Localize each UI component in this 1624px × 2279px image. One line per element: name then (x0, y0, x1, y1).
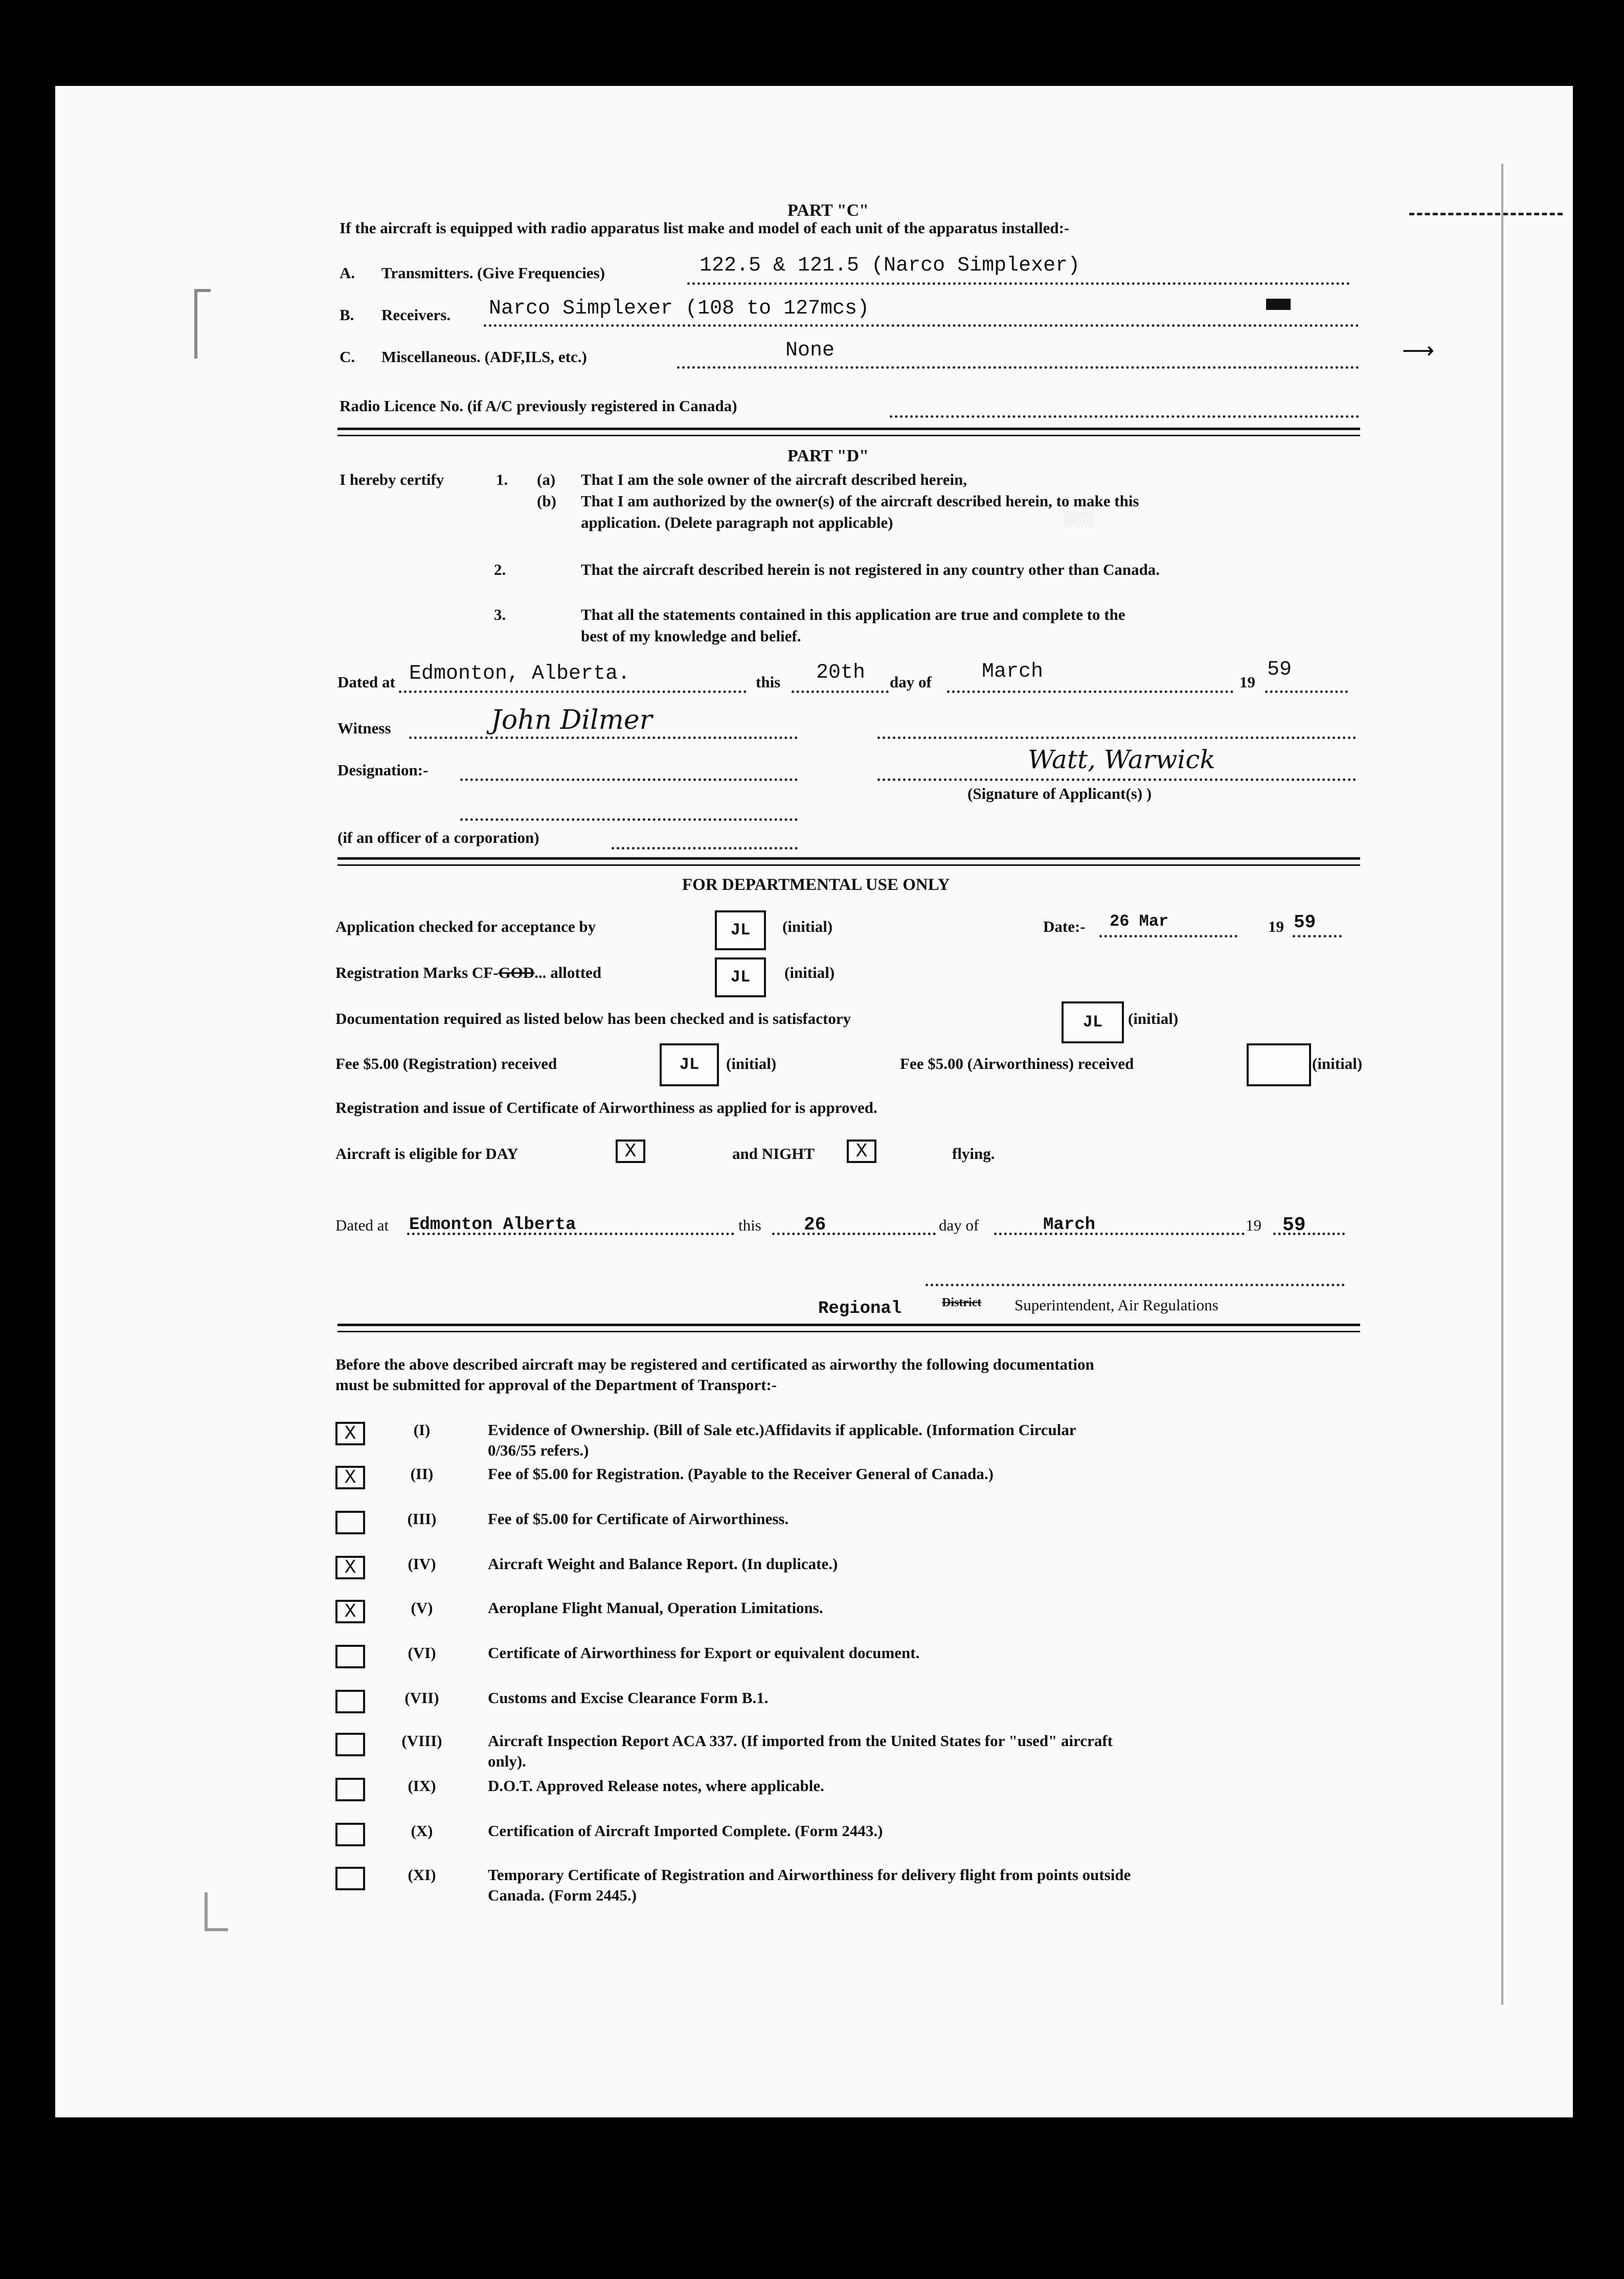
receivers-letter: B. (340, 306, 354, 324)
document-checkbox[interactable] (335, 1511, 365, 1534)
document-checkbox[interactable] (335, 1733, 365, 1756)
document-number: (XI) (408, 1866, 436, 1884)
dept-day[interactable]: 26 (804, 1214, 826, 1235)
document-number: (III) (407, 1510, 437, 1528)
part-c-rule (337, 428, 1360, 430)
applicant-signature-caption: (Signature of Applicant(s) ) (967, 785, 1152, 802)
day-line (792, 690, 889, 693)
this-label: this (756, 673, 781, 691)
transmitters-line (687, 282, 1350, 285)
checked-label: Application checked for acceptance by (335, 918, 596, 935)
departmental-heading: FOR DEPARTMENTAL USE ONLY (682, 876, 950, 894)
marks-initial-caption: (initial) (784, 964, 835, 981)
date-value[interactable]: 26 Mar (1110, 912, 1169, 931)
misc-letter: C. (340, 348, 355, 366)
marks-initial-box[interactable] (715, 957, 766, 997)
receivers-value[interactable]: Narco Simplexer (108 to 127mcs) (489, 297, 870, 320)
part-c-heading: PART "C" (787, 201, 869, 220)
misc-line (677, 366, 1359, 369)
designation-line[interactable] (460, 778, 798, 781)
marks-label-start: Registration Marks CF- (335, 964, 499, 981)
document-text: Temporary Certificate of Registration and Airworthiness for delivery flight from points outside (488, 1866, 1131, 1884)
fee-registration-initial: JL (679, 1055, 700, 1074)
receivers-label: Receivers. (381, 306, 451, 324)
marks-initial: JL (730, 968, 751, 987)
radio-licence-line[interactable] (890, 415, 1359, 418)
document-checkbox[interactable] (335, 1600, 365, 1623)
dated-at-place[interactable]: Edmonton, Alberta. (409, 662, 630, 685)
document-text: Evidence of Ownership. (Bill of Sale etc.)Affidavits if applicable. (Information Circular (488, 1421, 1076, 1439)
corner-bracket-mark (194, 289, 211, 359)
document-checkbox[interactable] (335, 1867, 365, 1890)
clause-3-text: That all the statements contained in this application are true and complete to the (581, 606, 1125, 623)
dept-year[interactable]: 59 (1282, 1214, 1306, 1236)
margin-mark-dashes (1409, 213, 1563, 215)
witness-signature[interactable]: John Dilmer (491, 705, 652, 735)
document-checkbox[interactable] (335, 1778, 365, 1801)
document-number: (IX) (408, 1777, 436, 1795)
date-year-line (1293, 935, 1342, 937)
superintendent-label: Superintendent, Air Regulations (1014, 1296, 1219, 1314)
documentation-initial: JL (1082, 1013, 1103, 1032)
marks-label-end: allotted (550, 964, 602, 981)
witness-line (409, 736, 798, 739)
dept-year-line (1273, 1233, 1345, 1235)
clause-2-number: 2. (494, 561, 506, 578)
regional-label: Regional (818, 1299, 902, 1319)
redaction-mark (1266, 299, 1291, 310)
document-number: (IV) (408, 1555, 436, 1573)
month-value[interactable]: March (982, 660, 1044, 683)
transmitters-letter: A. (340, 264, 355, 282)
officer-label: (if an officer of a corporation) (337, 829, 539, 846)
applicant-line-1 (877, 736, 1356, 739)
departmental-rule (337, 1324, 1360, 1326)
page-edge-line (1501, 164, 1503, 2005)
document-text-cont: 0/36/55 refers.) (488, 1441, 589, 1459)
document-number: (VI) (408, 1644, 436, 1662)
document-text: Fee of $5.00 for Registration. (Payable to the Receiver General of Canada.) (488, 1465, 994, 1483)
year-value[interactable]: 59 (1267, 658, 1292, 681)
document-number: (VII) (404, 1689, 439, 1707)
document-checkbox[interactable] (335, 1645, 365, 1668)
clause-1b-text: That I am authorized by the owner(s) of the aircraft described herein, to make this (581, 492, 1139, 510)
part-d-rule (337, 857, 1360, 860)
radio-licence-label: Radio Licence No. (if A/C previously registered in Canada) (340, 397, 737, 415)
fee-airworthiness-caption: (initial) (1312, 1055, 1363, 1073)
night-label: and NIGHT (732, 1145, 815, 1163)
document-checkbox[interactable] (335, 1823, 365, 1846)
designation-label: Designation:- (337, 761, 428, 779)
superintendent-signature-line[interactable] (926, 1284, 1345, 1286)
corner-bracket-mark (205, 1892, 228, 1931)
year-prefix: 19 (1239, 673, 1255, 691)
fee-airworthiness-label: Fee $5.00 (Airworthiness) received (900, 1055, 1134, 1073)
clause-1b-letter: (b) (537, 492, 556, 510)
document-text: Aeroplane Flight Manual, Operation Limitations. (488, 1599, 823, 1617)
officer-line-1 (460, 818, 798, 821)
docs-intro: Before the above described aircraft may be registered and certificated as airworthy the following documentation (335, 1355, 1094, 1373)
document-text: Certificate of Airworthiness for Export or equivalent document. (488, 1644, 920, 1662)
misc-value[interactable]: None (785, 339, 835, 362)
document-checkbox[interactable] (335, 1556, 365, 1579)
year-line (1265, 690, 1348, 693)
arrow-mark-icon: ⟶ (1402, 338, 1435, 364)
month-line (947, 690, 1233, 693)
part-c-intro: If the aircraft is equipped with radio apparatus list make and model of each unit of the apparatus installed:- (340, 219, 1070, 237)
clause-1-number: 1. (496, 471, 508, 488)
officer-line-2[interactable] (612, 847, 798, 850)
night-checkbox[interactable] (847, 1140, 876, 1163)
marks-value[interactable]: GOD (498, 964, 535, 981)
clause-1a-letter: (a) (537, 471, 556, 488)
approved-label: Registration and issue of Certificate of Airworthiness as applied for is approved. (335, 1099, 877, 1116)
document-check-mark: X (344, 1423, 356, 1445)
applicant-signature[interactable]: Watt, Warwick (1028, 745, 1215, 774)
date-label: Date:- (1043, 918, 1086, 935)
marks-sep: ... (534, 964, 551, 981)
dept-day-line (772, 1233, 936, 1235)
day-checkbox[interactable] (616, 1140, 645, 1163)
document-text: Aircraft Weight and Balance Report. (In duplicate.) (488, 1555, 838, 1573)
document-text-cont: Canada. (Form 2445.) (488, 1886, 637, 1904)
date-line (1099, 935, 1237, 937)
misc-label: Miscellaneous. (ADF,ILS, etc.) (381, 348, 587, 366)
document-text: Aircraft Inspection Report ACA 337. (If imported from the United States for "used" aircraft (488, 1732, 1113, 1750)
documentation-initial-box[interactable] (1062, 1001, 1124, 1043)
district-label: District (942, 1296, 982, 1309)
document-checkbox[interactable] (335, 1690, 365, 1713)
fee-airworthiness-initial-box[interactable] (1247, 1043, 1311, 1086)
bleed-through: ░░░ (1064, 511, 1094, 527)
document-check-mark: X (344, 1467, 356, 1489)
dept-place[interactable]: Edmonton Alberta (409, 1215, 576, 1235)
documentation-label: Documentation required as listed below has been checked and is satisfactory (335, 1010, 851, 1027)
clause-2-text: That the aircraft described herein is not registered in any country other than Canada. (581, 561, 1160, 578)
witness-label: Witness (337, 719, 391, 737)
clause-3-number: 3. (494, 606, 506, 623)
dept-year-prefix: 19 (1246, 1216, 1261, 1234)
part-d-heading: PART "D" (787, 446, 869, 465)
document-check-mark: X (344, 1557, 356, 1579)
document-number: (I) (413, 1421, 431, 1439)
dept-month[interactable]: March (1043, 1215, 1096, 1235)
dated-at-label: Dated at (337, 673, 395, 691)
receivers-line (484, 324, 1359, 327)
document-text: Certification of Aircraft Imported Complete. (Form 2443.) (488, 1822, 883, 1840)
document-checkbox[interactable] (335, 1422, 365, 1445)
docs-intro-cont: must be submitted for approval of the Department of Transport:- (335, 1376, 777, 1394)
certify-label: I hereby certify (340, 471, 444, 488)
checked-initial: JL (730, 921, 751, 940)
flying-label: flying. (952, 1145, 995, 1163)
fee-registration-caption: (initial) (726, 1055, 777, 1073)
document-text: Customs and Excise Clearance Form B.1. (488, 1689, 769, 1707)
night-mark: X (855, 1141, 868, 1163)
dept-this-label: this (738, 1216, 761, 1234)
document-text: D.O.T. Approved Release notes, where applicable. (488, 1777, 824, 1795)
document-checkbox[interactable] (335, 1466, 365, 1489)
dept-dated-at-label: Dated at (335, 1216, 389, 1234)
clause-3-text-cont: best of my knowledge and belief. (581, 627, 801, 645)
day-value[interactable]: 20th (816, 661, 866, 684)
dated-at-line (399, 690, 747, 693)
fee-registration-label: Fee $5.00 (Registration) received (335, 1055, 557, 1073)
applicant-signature-line (877, 778, 1356, 781)
fee-registration-initial-box[interactable] (660, 1043, 719, 1086)
clause-1a-text: That I am the sole owner of the aircraft described herein, (581, 471, 967, 488)
document-text: Fee of $5.00 for Certificate of Airworthiness. (488, 1510, 789, 1528)
departmental-rule (337, 1331, 1360, 1332)
eligible-label: Aircraft is eligible for DAY (335, 1145, 518, 1163)
date-year[interactable]: 59 (1294, 912, 1316, 933)
part-c-rule (337, 435, 1360, 436)
dept-day-of-label: day of (939, 1216, 979, 1234)
checked-initial-caption: (initial) (782, 918, 833, 935)
document-number: (V) (411, 1599, 433, 1617)
documentation-initial-caption: (initial) (1128, 1010, 1179, 1027)
transmitters-value[interactable]: 122.5 & 121.5 (Narco Simplexer) (700, 254, 1080, 277)
day-mark: X (624, 1141, 637, 1163)
date-year-prefix: 19 (1268, 918, 1284, 935)
clause-1b-text-cont: application. (Delete paragraph not applicable) (581, 513, 893, 531)
document-number: (VIII) (401, 1732, 442, 1750)
transmitters-label: Transmitters. (Give Frequencies) (381, 264, 605, 282)
document-text-cont: only). (488, 1752, 526, 1770)
document-check-mark: X (344, 1601, 356, 1623)
checked-initial-box[interactable] (715, 910, 766, 950)
document-number: (X) (411, 1822, 433, 1840)
dept-month-line (994, 1233, 1245, 1235)
day-of-label: day of (890, 673, 932, 691)
document-number: (II) (410, 1465, 434, 1483)
marks-label (335, 964, 601, 982)
part-d-rule (337, 864, 1360, 866)
